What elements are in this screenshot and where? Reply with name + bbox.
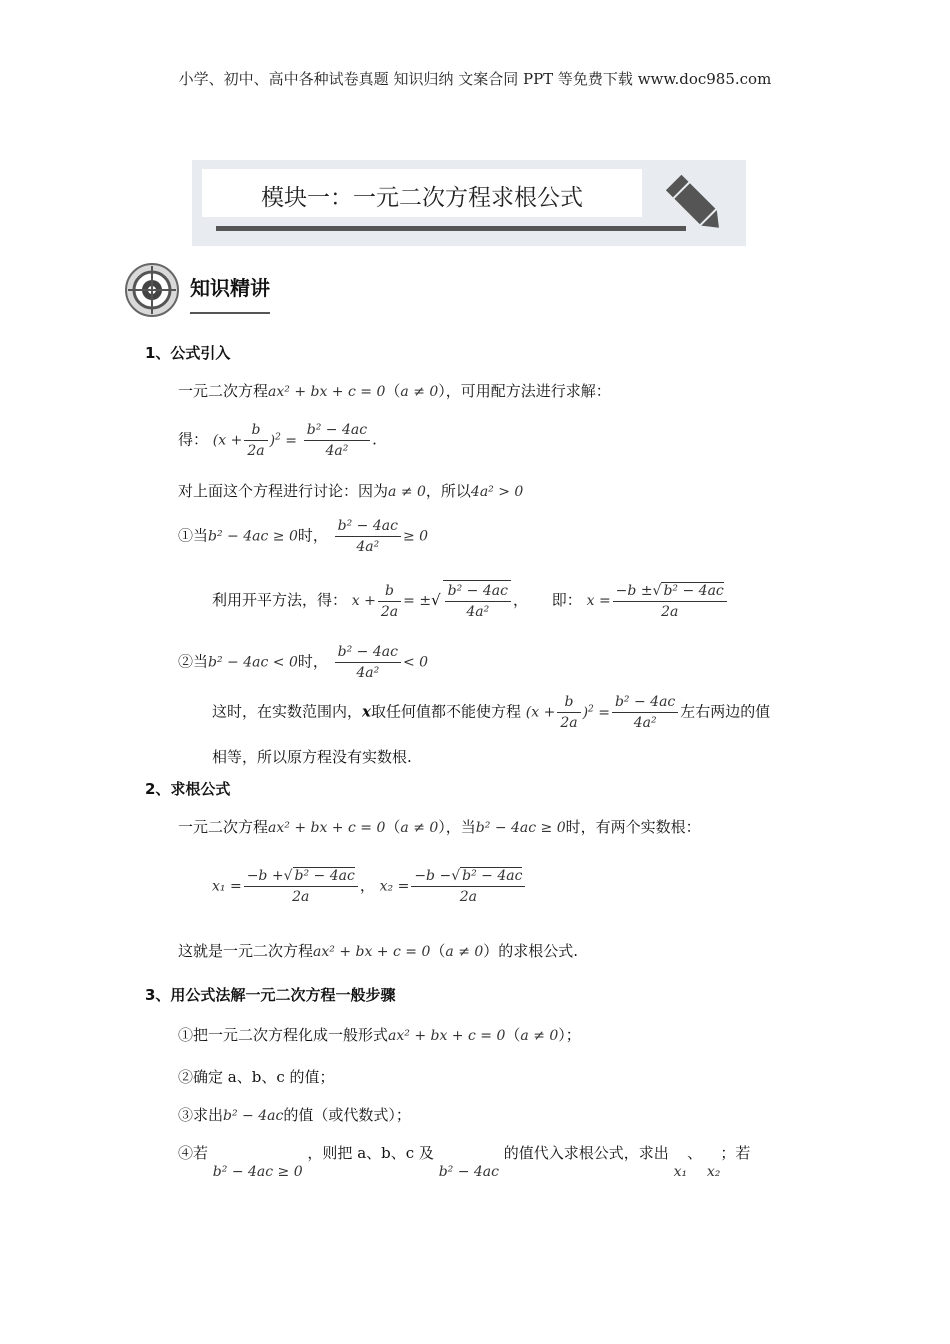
s1-case2 bbox=[178, 642, 428, 683]
text: ④若 bbox=[178, 1144, 209, 1162]
text: 一元二次方程 bbox=[178, 382, 269, 400]
x-eq: x = bbox=[586, 593, 611, 609]
text: 、 bbox=[687, 1144, 703, 1162]
text: 取任何值都不能使方程 bbox=[370, 702, 521, 721]
fraction bbox=[411, 866, 525, 907]
numerator: b bbox=[557, 692, 580, 713]
x-plus: x + bbox=[531, 704, 556, 721]
s1-case1-line: 利用开平方法，得： x + $\frac{b}{2a}$ = ±√ $\frac{\text{b² − 4ac}}{\text{4a²}}$ ， 即： x = $\frac{\text{−b ±√ b² − 4ac}}{2a}$ bbox=[212, 580, 729, 622]
fraction bbox=[304, 420, 370, 461]
heading-1: 1、公式引入 bbox=[145, 344, 231, 362]
lt-zero: < 0 bbox=[402, 654, 429, 671]
expr: (x + bbox=[212, 432, 243, 449]
expr: (x + bbox=[525, 704, 556, 721]
banner-title: 模块一：一元二次方程求根公式 bbox=[261, 185, 583, 211]
x2: x₂ bbox=[706, 1164, 721, 1180]
text: 的值代入求根公式，求出 bbox=[503, 1144, 669, 1162]
fraction bbox=[613, 581, 727, 622]
text: ，则把 a、b、c 及 bbox=[307, 1144, 434, 1162]
denominator: 4a² bbox=[633, 715, 657, 731]
x-var: x bbox=[362, 702, 371, 721]
numerator: b² − 4ac bbox=[335, 642, 401, 663]
negb: −b ± bbox=[615, 582, 653, 599]
x-plus: x + bbox=[218, 432, 243, 449]
sqrt-fraction bbox=[443, 580, 511, 622]
eq: = bbox=[285, 432, 297, 449]
fraction bbox=[244, 420, 267, 461]
equation: ax² + bx + c = 0 bbox=[388, 1028, 506, 1044]
separator: ， bbox=[359, 876, 375, 895]
s1-line3 bbox=[178, 480, 523, 501]
denominator: 4a² bbox=[466, 604, 490, 620]
disc: b² − 4ac bbox=[438, 1164, 499, 1180]
page-header: 小学、初中、高中各种试卷真题 知识归纳 文案合同 PPT 等免费下载 www.doc985.com bbox=[178, 70, 772, 88]
text: 左右两边的值 bbox=[680, 702, 771, 721]
denominator: 2a bbox=[292, 889, 310, 905]
disc: b² − 4ac bbox=[462, 868, 523, 884]
text: ）； bbox=[558, 1026, 581, 1044]
text: ，所以 bbox=[425, 482, 471, 500]
text: 即： bbox=[551, 591, 582, 609]
denominator: 2a bbox=[661, 603, 679, 620]
s3-step3 bbox=[178, 1104, 411, 1125]
s1-line2 bbox=[178, 420, 377, 461]
s1-case2-line bbox=[212, 692, 770, 733]
x2-eq: x₂ = bbox=[379, 878, 410, 895]
equation: ax² + bx + c = 0 bbox=[268, 384, 386, 400]
condition: b² − 4ac ≥ 0 bbox=[475, 820, 566, 836]
x1: x₁ bbox=[673, 1164, 688, 1180]
eq: = bbox=[598, 704, 610, 721]
fraction bbox=[335, 516, 401, 557]
condition: a ≠ 0 bbox=[445, 944, 484, 960]
fraction bbox=[612, 692, 678, 733]
expr: )$^2$ = bbox=[269, 431, 297, 449]
disc: b² − 4ac bbox=[663, 582, 724, 599]
text: （ bbox=[385, 382, 401, 400]
numerator: b bbox=[378, 581, 401, 602]
s1-line1 bbox=[178, 380, 611, 401]
text: ），当 bbox=[438, 818, 476, 836]
text: ②当 bbox=[178, 652, 209, 671]
numerator: −b −√ b² − 4ac bbox=[411, 866, 525, 887]
text: 时， bbox=[297, 526, 328, 545]
condition: b² − 4ac ≥ 0 bbox=[208, 528, 298, 545]
banner-title-box bbox=[202, 169, 642, 217]
s3-step2: ②确定 a、b、c 的值； bbox=[178, 1068, 335, 1086]
text: 这就是一元二次方程 bbox=[178, 942, 314, 960]
s1-case1 bbox=[178, 516, 428, 557]
denominator: 2a bbox=[560, 715, 578, 731]
text: ①把一元二次方程化成一般形式 bbox=[178, 1026, 389, 1044]
section-underline bbox=[190, 312, 270, 314]
s2-line1 bbox=[178, 816, 701, 837]
s3-step1 bbox=[178, 1024, 581, 1045]
pm: = ± bbox=[403, 593, 432, 609]
text: ；若 bbox=[720, 1144, 751, 1162]
text: 时，有两个实数根： bbox=[565, 818, 701, 836]
expr: )$^2$ = bbox=[582, 703, 610, 721]
condition: b² − 4ac < 0 bbox=[208, 654, 298, 671]
s2-roots bbox=[212, 866, 527, 907]
module-banner bbox=[192, 160, 746, 246]
text: ），可用配方法进行求解： bbox=[438, 382, 611, 400]
fraction bbox=[335, 642, 401, 683]
text: 这时，在实数范围内， bbox=[212, 702, 363, 721]
negb: −b − bbox=[414, 868, 452, 884]
fraction bbox=[378, 581, 401, 622]
numerator: −b +√ b² − 4ac bbox=[244, 866, 358, 887]
condition: a ≠ 0 bbox=[400, 384, 439, 400]
text: 一元二次方程 bbox=[178, 818, 269, 836]
equation: ax² + bx + c = 0 bbox=[268, 820, 386, 836]
numerator: b² − 4ac bbox=[304, 420, 370, 441]
denominator: 4a² bbox=[356, 665, 380, 681]
numerator: b² − 4ac bbox=[335, 516, 401, 537]
equation: ax² + bx + c = 0 bbox=[313, 944, 431, 960]
numerator: −b ±√ b² − 4ac bbox=[613, 581, 727, 602]
heading-2: 2、求根公式 bbox=[145, 780, 231, 798]
text: ）的求根公式. bbox=[483, 942, 579, 960]
numerator: b² − 4ac bbox=[445, 581, 511, 602]
condition: a ≠ 0 bbox=[520, 1028, 559, 1044]
dot: . bbox=[372, 430, 377, 449]
text: 得： bbox=[178, 430, 209, 449]
numerator: b bbox=[244, 420, 267, 441]
section-title: 知识精讲 bbox=[190, 276, 270, 300]
condition: b² − 4ac ≥ 0 bbox=[212, 1164, 303, 1180]
text: ①当 bbox=[178, 526, 209, 545]
text: 时， bbox=[297, 652, 328, 671]
text: ③求出 bbox=[178, 1106, 224, 1124]
negb: −b + bbox=[246, 868, 284, 884]
text: 的值（或代数式）； bbox=[283, 1106, 411, 1124]
text: 利用开平方法，得： bbox=[212, 591, 348, 609]
banner-underline bbox=[216, 226, 686, 231]
s2-line3 bbox=[178, 940, 578, 961]
denominator: 2a bbox=[380, 603, 399, 620]
text: （ bbox=[430, 942, 446, 960]
denominator: 2a bbox=[459, 889, 477, 905]
ge-zero: ≥ 0 bbox=[402, 528, 429, 545]
fraction bbox=[557, 692, 580, 733]
denominator: 2a bbox=[247, 443, 265, 459]
target-icon bbox=[124, 262, 180, 318]
heading-3: 3、用公式法解一元二次方程一般步骤 bbox=[145, 986, 396, 1004]
condition: a ≠ 0 bbox=[400, 820, 439, 836]
text: （ bbox=[385, 818, 401, 836]
fraction bbox=[244, 866, 358, 907]
text: ， bbox=[512, 591, 528, 609]
text: 对上面这个方程进行讨论：因为 bbox=[178, 482, 389, 500]
numerator: b² − 4ac bbox=[612, 692, 678, 713]
x1-eq: x₁ = bbox=[212, 878, 242, 895]
denominator: 4a² bbox=[325, 443, 349, 459]
condition: 4a² > 0 bbox=[470, 484, 524, 500]
s1-case2-line2: 相等，所以原方程没有实数根. bbox=[212, 748, 412, 766]
condition: a ≠ 0 bbox=[388, 484, 426, 500]
pencil-icon bbox=[662, 170, 732, 236]
x-plus: x + bbox=[351, 593, 376, 609]
disc: b² − 4ac bbox=[294, 868, 355, 884]
disc: b² − 4ac bbox=[223, 1108, 284, 1124]
text: （ bbox=[505, 1026, 521, 1044]
s3-step4 bbox=[178, 1142, 751, 1180]
denominator: 4a² bbox=[356, 539, 380, 555]
